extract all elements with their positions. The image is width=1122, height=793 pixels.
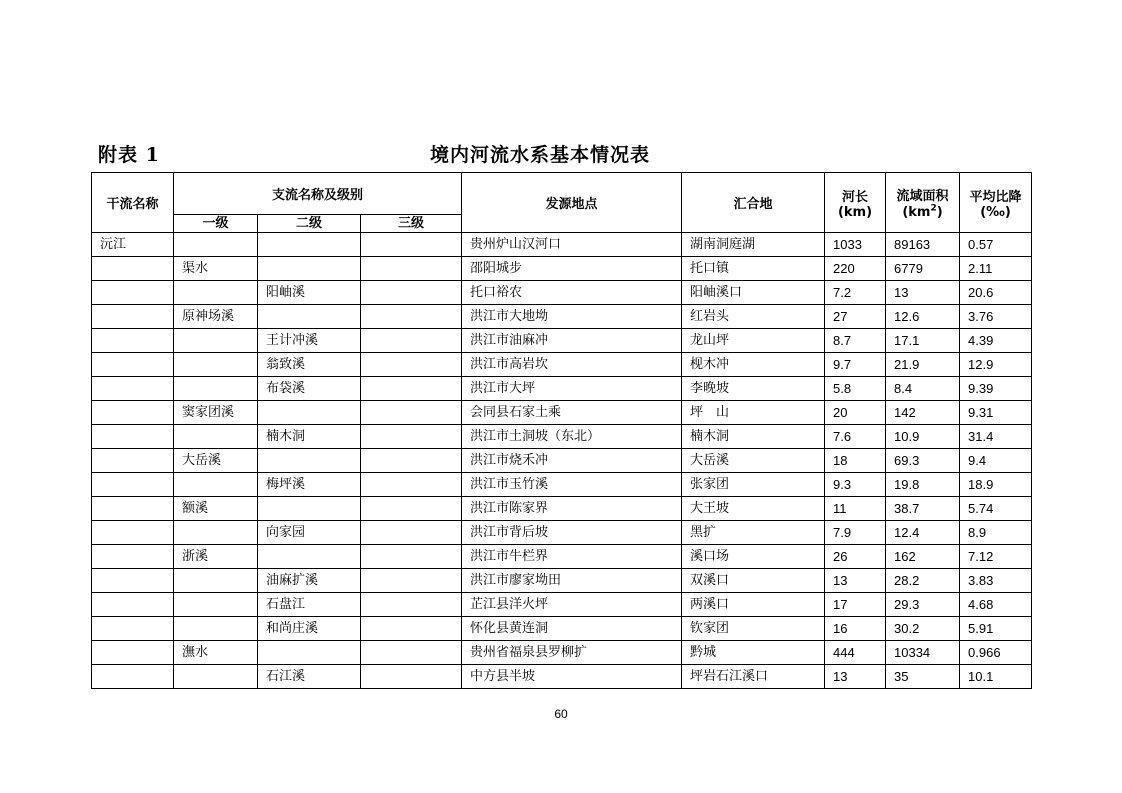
cell-level-1 bbox=[174, 329, 258, 353]
cell-level-3 bbox=[361, 377, 462, 401]
cell-length: 18 bbox=[825, 449, 886, 473]
cell-basin-area: 19.8 bbox=[886, 473, 960, 497]
cell-level-1 bbox=[174, 281, 258, 305]
cell-confluence: 溪口场 bbox=[682, 545, 825, 569]
cell-level-2: 梅坪溪 bbox=[258, 473, 361, 497]
cell-avg-slope: 4.39 bbox=[960, 329, 1032, 353]
cell-length: 13 bbox=[825, 665, 886, 689]
cell-level-1: 潕水 bbox=[174, 641, 258, 665]
cell-avg-slope: 5.74 bbox=[960, 497, 1032, 521]
table-row bbox=[92, 305, 1032, 329]
cell-length: 5.8 bbox=[825, 377, 886, 401]
cell-basin-area: 6779 bbox=[886, 257, 960, 281]
cell-basin-area: 28.2 bbox=[886, 569, 960, 593]
cell-avg-slope: 3.76 bbox=[960, 305, 1032, 329]
cell-source: 邵阳城步 bbox=[462, 257, 682, 281]
cell-trunk-name bbox=[92, 305, 174, 329]
cell-trunk-name bbox=[92, 545, 174, 569]
cell-confluence: 钦家团 bbox=[682, 617, 825, 641]
header-basin-area bbox=[886, 173, 960, 233]
header-level-1: 一级 bbox=[174, 215, 258, 233]
cell-level-2: 石江溪 bbox=[258, 665, 361, 689]
cell-source: 会同县石家土乘 bbox=[462, 401, 682, 425]
cell-avg-slope: 9.39 bbox=[960, 377, 1032, 401]
cell-source: 洪江市玉竹溪 bbox=[462, 473, 682, 497]
cell-confluence: 坪 山 bbox=[682, 401, 825, 425]
cell-level-3 bbox=[361, 641, 462, 665]
cell-trunk-name bbox=[92, 353, 174, 377]
cell-trunk-name bbox=[92, 473, 174, 497]
cell-source: 中方县半坡 bbox=[462, 665, 682, 689]
cell-length: 7.9 bbox=[825, 521, 886, 545]
cell-source: 洪江市大坪 bbox=[462, 377, 682, 401]
header-avg-slope bbox=[960, 173, 1032, 233]
cell-confluence: 红岩头 bbox=[682, 305, 825, 329]
cell-length: 7.6 bbox=[825, 425, 886, 449]
cell-trunk-name bbox=[92, 281, 174, 305]
cell-avg-slope: 9.31 bbox=[960, 401, 1032, 425]
cell-length: 17 bbox=[825, 593, 886, 617]
cell-level-1: 额溪 bbox=[174, 497, 258, 521]
cell-source: 洪江市牛栏界 bbox=[462, 545, 682, 569]
header-area-unit-prefix: (km bbox=[902, 205, 931, 221]
cell-length: 220 bbox=[825, 257, 886, 281]
cell-basin-area: 162 bbox=[886, 545, 960, 569]
cell-avg-slope: 3.83 bbox=[960, 569, 1032, 593]
page-number: 60 bbox=[554, 707, 568, 721]
cell-trunk-name bbox=[92, 593, 174, 617]
cell-confluence: 黑扩 bbox=[682, 521, 825, 545]
cell-length: 20 bbox=[825, 401, 886, 425]
cell-basin-area: 29.3 bbox=[886, 593, 960, 617]
cell-source: 洪江市陈家界 bbox=[462, 497, 682, 521]
table-row bbox=[92, 497, 1032, 521]
cell-length: 26 bbox=[825, 545, 886, 569]
cell-avg-slope: 4.68 bbox=[960, 593, 1032, 617]
table-title: 境内河流水系基本情况表 bbox=[430, 144, 651, 166]
cell-source: 贵州炉山汉河口 bbox=[462, 233, 682, 257]
cell-basin-area: 30.2 bbox=[886, 617, 960, 641]
cell-level-2 bbox=[258, 401, 361, 425]
cell-level-1 bbox=[174, 665, 258, 689]
cell-level-3 bbox=[361, 233, 462, 257]
table-row bbox=[92, 401, 1032, 425]
cell-source: 洪江市烧禾冲 bbox=[462, 449, 682, 473]
table-row bbox=[92, 425, 1032, 449]
cell-level-3 bbox=[361, 449, 462, 473]
table-row bbox=[92, 569, 1032, 593]
cell-level-1: 渠水 bbox=[174, 257, 258, 281]
cell-level-3 bbox=[361, 521, 462, 545]
cell-level-3 bbox=[361, 305, 462, 329]
cell-level-1: 原神场溪 bbox=[174, 305, 258, 329]
cell-length: 13 bbox=[825, 569, 886, 593]
cell-source: 贵州省福泉县罗柳扩 bbox=[462, 641, 682, 665]
cell-level-3 bbox=[361, 353, 462, 377]
cell-trunk-name bbox=[92, 497, 174, 521]
river-system-table bbox=[91, 172, 1032, 689]
table-row bbox=[92, 233, 1032, 257]
cell-level-1: 窦家团溪 bbox=[174, 401, 258, 425]
cell-confluence: 张家团 bbox=[682, 473, 825, 497]
cell-confluence: 黔城 bbox=[682, 641, 825, 665]
table-row bbox=[92, 257, 1032, 281]
cell-basin-area: 17.1 bbox=[886, 329, 960, 353]
table-row bbox=[92, 449, 1032, 473]
table-body bbox=[92, 233, 1032, 689]
cell-level-1 bbox=[174, 569, 258, 593]
cell-basin-area: 12.4 bbox=[886, 521, 960, 545]
cell-source: 怀化县黄连洞 bbox=[462, 617, 682, 641]
header-source: 发源地点 bbox=[462, 173, 682, 233]
cell-level-3 bbox=[361, 257, 462, 281]
cell-level-2 bbox=[258, 305, 361, 329]
cell-level-1 bbox=[174, 425, 258, 449]
cell-basin-area: 69.3 bbox=[886, 449, 960, 473]
table-row bbox=[92, 329, 1032, 353]
cell-level-3 bbox=[361, 425, 462, 449]
cell-basin-area: 21.9 bbox=[886, 353, 960, 377]
table-row bbox=[92, 545, 1032, 569]
header-confluence: 汇合地 bbox=[682, 173, 825, 233]
header-level-3: 三级 bbox=[361, 215, 462, 233]
cell-level-2 bbox=[258, 641, 361, 665]
cell-level-3 bbox=[361, 545, 462, 569]
cell-level-1 bbox=[174, 377, 258, 401]
cell-level-2 bbox=[258, 497, 361, 521]
cell-confluence: 龙山坪 bbox=[682, 329, 825, 353]
cell-level-3 bbox=[361, 569, 462, 593]
cell-trunk-name bbox=[92, 521, 174, 545]
cell-level-1 bbox=[174, 353, 258, 377]
table-row bbox=[92, 353, 1032, 377]
table-row bbox=[92, 593, 1032, 617]
cell-level-3 bbox=[361, 281, 462, 305]
cell-level-2: 油麻扩溪 bbox=[258, 569, 361, 593]
table-label: 附表 1 bbox=[98, 144, 160, 166]
cell-trunk-name bbox=[92, 425, 174, 449]
cell-basin-area: 142 bbox=[886, 401, 960, 425]
cell-trunk-name bbox=[92, 377, 174, 401]
cell-level-1 bbox=[174, 617, 258, 641]
cell-level-3 bbox=[361, 473, 462, 497]
cell-level-2: 翁致溪 bbox=[258, 353, 361, 377]
cell-level-1 bbox=[174, 473, 258, 497]
cell-confluence: 双溪口 bbox=[682, 569, 825, 593]
table-row bbox=[92, 473, 1032, 497]
header-slope-unit: (‰) bbox=[980, 204, 1011, 220]
cell-avg-slope: 31.4 bbox=[960, 425, 1032, 449]
cell-level-1 bbox=[174, 233, 258, 257]
cell-trunk-name bbox=[92, 641, 174, 665]
cell-confluence: 大王坡 bbox=[682, 497, 825, 521]
table-row bbox=[92, 521, 1032, 545]
cell-level-2 bbox=[258, 257, 361, 281]
cell-source: 洪江市高岩坎 bbox=[462, 353, 682, 377]
cell-length: 7.2 bbox=[825, 281, 886, 305]
cell-length: 11 bbox=[825, 497, 886, 521]
header-length-unit: (km) bbox=[837, 204, 873, 220]
cell-trunk-name bbox=[92, 449, 174, 473]
cell-basin-area: 13 bbox=[886, 281, 960, 305]
cell-length: 444 bbox=[825, 641, 886, 665]
table-row bbox=[92, 617, 1032, 641]
cell-level-3 bbox=[361, 617, 462, 641]
table-row bbox=[92, 281, 1032, 305]
cell-level-2: 阳岫溪 bbox=[258, 281, 361, 305]
cell-level-2: 布袋溪 bbox=[258, 377, 361, 401]
cell-confluence: 两溪口 bbox=[682, 593, 825, 617]
header-slope-name: 平均比降 bbox=[969, 189, 1022, 205]
header-area-name: 流域面积 bbox=[896, 188, 949, 204]
cell-confluence: 托口镇 bbox=[682, 257, 825, 281]
cell-confluence: 阳岫溪口 bbox=[682, 281, 825, 305]
cell-level-1 bbox=[174, 521, 258, 545]
cell-avg-slope: 0.966 bbox=[960, 641, 1032, 665]
header-tributary-group: 支流名称及级别 bbox=[174, 173, 462, 215]
cell-avg-slope: 20.6 bbox=[960, 281, 1032, 305]
cell-level-2 bbox=[258, 545, 361, 569]
header-area-unit-sup: 2 bbox=[930, 203, 937, 214]
cell-trunk-name bbox=[92, 665, 174, 689]
cell-basin-area: 89163 bbox=[886, 233, 960, 257]
table-row bbox=[92, 641, 1032, 665]
cell-confluence: 大岳溪 bbox=[682, 449, 825, 473]
cell-level-1: 浙溪 bbox=[174, 545, 258, 569]
cell-avg-slope: 12.9 bbox=[960, 353, 1032, 377]
cell-level-1: 大岳溪 bbox=[174, 449, 258, 473]
cell-basin-area: 10.9 bbox=[886, 425, 960, 449]
header-area-unit-suffix: ) bbox=[936, 205, 943, 221]
cell-level-2: 楠木洞 bbox=[258, 425, 361, 449]
cell-confluence: 枧木冲 bbox=[682, 353, 825, 377]
header-length bbox=[825, 173, 886, 233]
cell-basin-area: 35 bbox=[886, 665, 960, 689]
cell-source: 洪江市大地坳 bbox=[462, 305, 682, 329]
cell-level-3 bbox=[361, 401, 462, 425]
cell-avg-slope: 0.57 bbox=[960, 233, 1032, 257]
cell-level-3 bbox=[361, 665, 462, 689]
cell-length: 9.3 bbox=[825, 473, 886, 497]
cell-length: 16 bbox=[825, 617, 886, 641]
header-trunk-name: 干流名称 bbox=[92, 173, 174, 233]
cell-source: 芷江县洋火坪 bbox=[462, 593, 682, 617]
cell-source: 洪江市油麻冲 bbox=[462, 329, 682, 353]
cell-confluence: 李晚坡 bbox=[682, 377, 825, 401]
cell-avg-slope: 2.11 bbox=[960, 257, 1032, 281]
table-row bbox=[92, 377, 1032, 401]
cell-avg-slope: 10.1 bbox=[960, 665, 1032, 689]
cell-trunk-name bbox=[92, 401, 174, 425]
header-length-name: 河长 bbox=[842, 189, 869, 205]
cell-trunk-name bbox=[92, 329, 174, 353]
cell-level-3 bbox=[361, 329, 462, 353]
cell-source: 洪江市廖家坳田 bbox=[462, 569, 682, 593]
cell-source: 托口裕农 bbox=[462, 281, 682, 305]
cell-length: 9.7 bbox=[825, 353, 886, 377]
cell-trunk-name bbox=[92, 569, 174, 593]
header-area-unit bbox=[902, 205, 942, 220]
cell-avg-slope: 5.91 bbox=[960, 617, 1032, 641]
cell-basin-area: 8.4 bbox=[886, 377, 960, 401]
cell-basin-area: 38.7 bbox=[886, 497, 960, 521]
cell-avg-slope: 18.9 bbox=[960, 473, 1032, 497]
cell-trunk-name bbox=[92, 617, 174, 641]
cell-level-1 bbox=[174, 593, 258, 617]
cell-confluence: 楠木洞 bbox=[682, 425, 825, 449]
cell-level-3 bbox=[361, 593, 462, 617]
cell-level-2 bbox=[258, 233, 361, 257]
cell-level-3 bbox=[361, 497, 462, 521]
cell-confluence: 湖南洞庭湖 bbox=[682, 233, 825, 257]
cell-source: 洪江市土洞坡（东北） bbox=[462, 425, 682, 449]
cell-basin-area: 12.6 bbox=[886, 305, 960, 329]
cell-trunk-name bbox=[92, 257, 174, 281]
table-row bbox=[92, 665, 1032, 689]
cell-level-2 bbox=[258, 449, 361, 473]
cell-level-2: 和尚庄溪 bbox=[258, 617, 361, 641]
cell-level-2: 向家园 bbox=[258, 521, 361, 545]
cell-length: 1033 bbox=[825, 233, 886, 257]
cell-trunk-name: 沅江 bbox=[92, 233, 174, 257]
cell-confluence: 坪岩石江溪口 bbox=[682, 665, 825, 689]
cell-length: 27 bbox=[825, 305, 886, 329]
cell-avg-slope: 7.12 bbox=[960, 545, 1032, 569]
cell-length: 8.7 bbox=[825, 329, 886, 353]
header-level-2: 二级 bbox=[258, 215, 361, 233]
cell-avg-slope: 8.9 bbox=[960, 521, 1032, 545]
cell-avg-slope: 9.4 bbox=[960, 449, 1032, 473]
cell-source: 洪江市背后坡 bbox=[462, 521, 682, 545]
cell-level-2: 王计冲溪 bbox=[258, 329, 361, 353]
cell-basin-area: 10334 bbox=[886, 641, 960, 665]
cell-level-2: 石盘江 bbox=[258, 593, 361, 617]
